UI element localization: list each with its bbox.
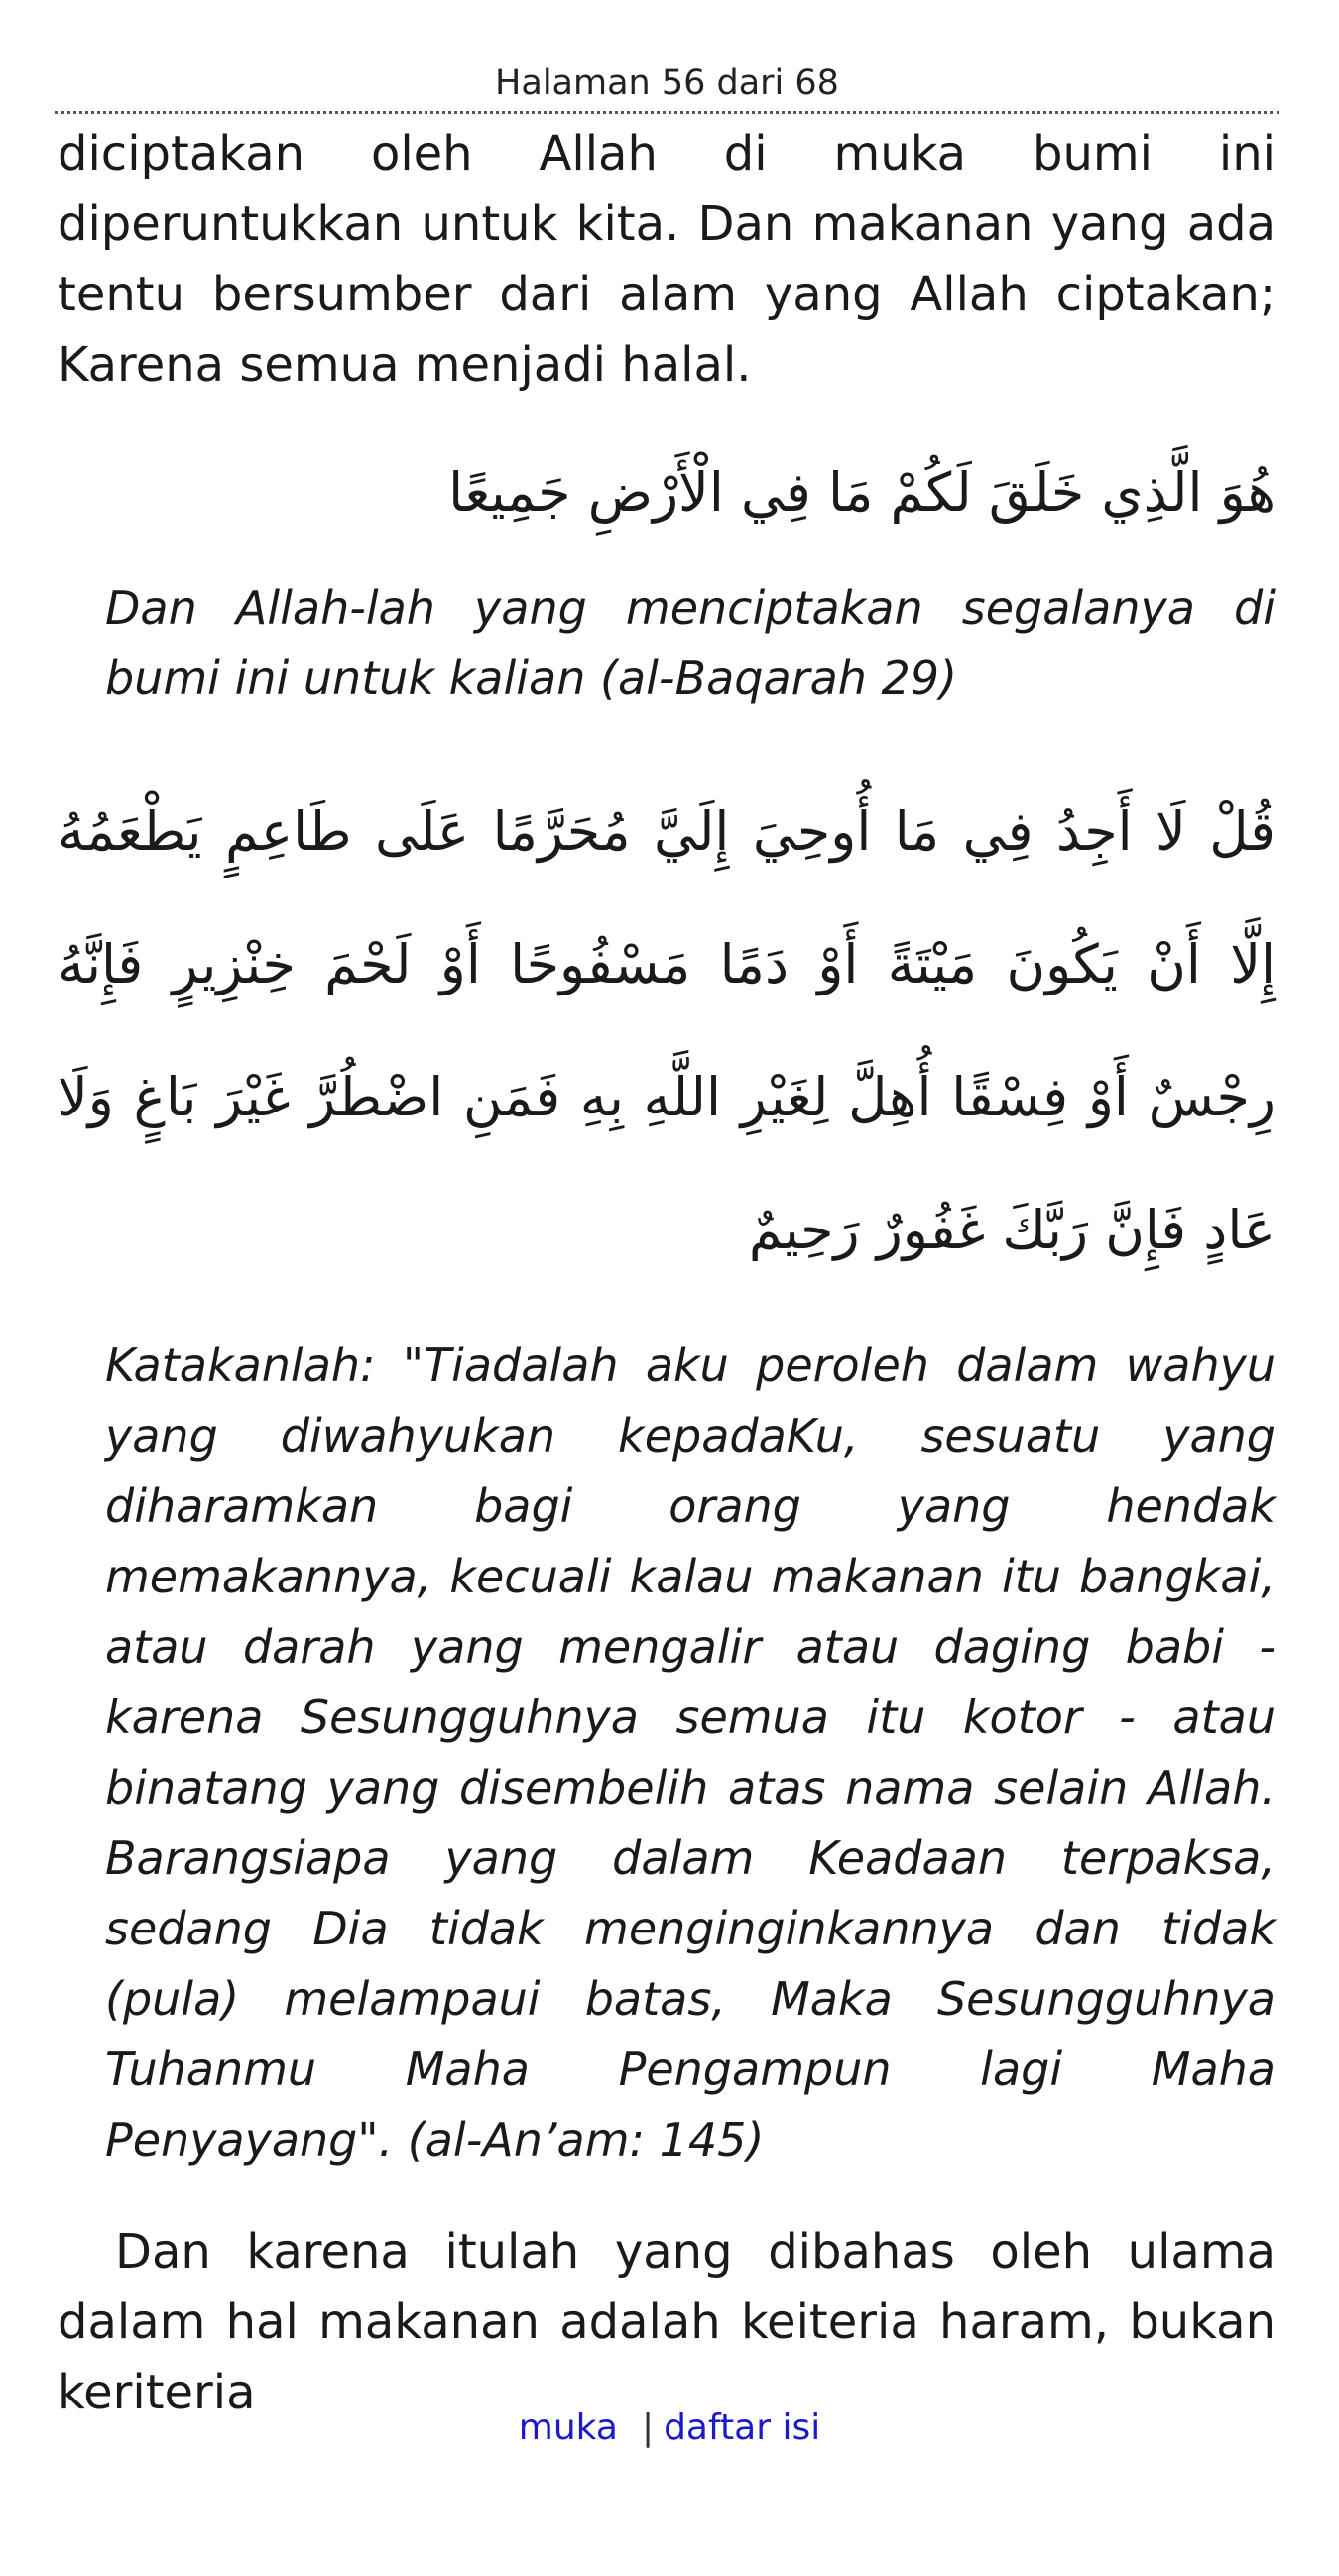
nav-separator: | — [641, 2407, 655, 2448]
footer-navigation — [0, 2403, 1339, 2453]
verse-arabic-baqarah-29: هُوَ الَّذِي خَلَقَ لَكُمْ مَا فِي الْأَرْضِ جَمِيعًا — [448, 461, 1276, 524]
verse-translation-anam-145: Katakanlah: "Tiadalah aku peroleh dalam wahyu yang diwahyukan kepadaKu, sesuatu yang diharamkan bagi orang yang hendak memakannya, kecuali kalau makanan itu bangkai, atau darah yang mengalir atau daging babi - karena Sesungguhnya semua itu kotor - atau binatang yang disembelih atas nama selain Allah. Barangsiapa yang dalam Keadaan terpaksa, sedang Dia tidak menginginkannya dan tidak (pula) melampaui batas, Maka Sesungguhnya Tuhanmu Maha Pengampun lagi Maha Penyayang". (al-An’am: 145) — [105, 1339, 1276, 2166]
page-header — [55, 56, 1279, 114]
table-of-contents-link[interactable]: daftar isi — [664, 2407, 821, 2448]
closing-paragraph: Dan karena itulah yang dibahas oleh ulama dalam hal makanan adalah keiteria haram, bukan keriteria — [58, 2224, 1276, 2420]
verse-arabic-anam-145: قُلْ لَا أَجِدُ فِي مَا أُوحِيَ إِلَيَّ مُحَرَّمًا عَلَى طَاعِمٍ يَطْعَمُهُ إِلَّا أَنْ يَكُونَ مَيْتَةً أَوْ دَمًا مَسْفُوحًا أَوْ لَحْمَ خِنْزِيرٍ فَإِنَّهُ رِجْسٌ أَوْ فِسْقًا أُهِلَّ لِغَيْرِ اللَّهِ بِهِ فَمَنِ اضْطُرَّ غَيْرَ بَاغٍ وَلَا عَادٍ فَإِنَّ رَبَّكَ غَفُورٌ رَحِيمٌ — [58, 800, 1276, 1261]
verse-translation-baqarah-29: Dan Allah-lah yang menciptakan segalanya di bumi ini untuk kalian (al-Baqarah 29) — [105, 581, 1276, 705]
home-link[interactable]: muka — [518, 2407, 618, 2448]
intro-paragraph: diciptakan oleh Allah di muka bumi ini diperuntukkan untuk kita. Dan makanan yang ada tentu bersumber dari alam yang Allah ciptakan; Karena semua menjadi halal. — [58, 126, 1276, 393]
document-content — [58, 119, 1276, 2428]
page-number-label: Halaman 56 dari 68 — [495, 63, 839, 103]
